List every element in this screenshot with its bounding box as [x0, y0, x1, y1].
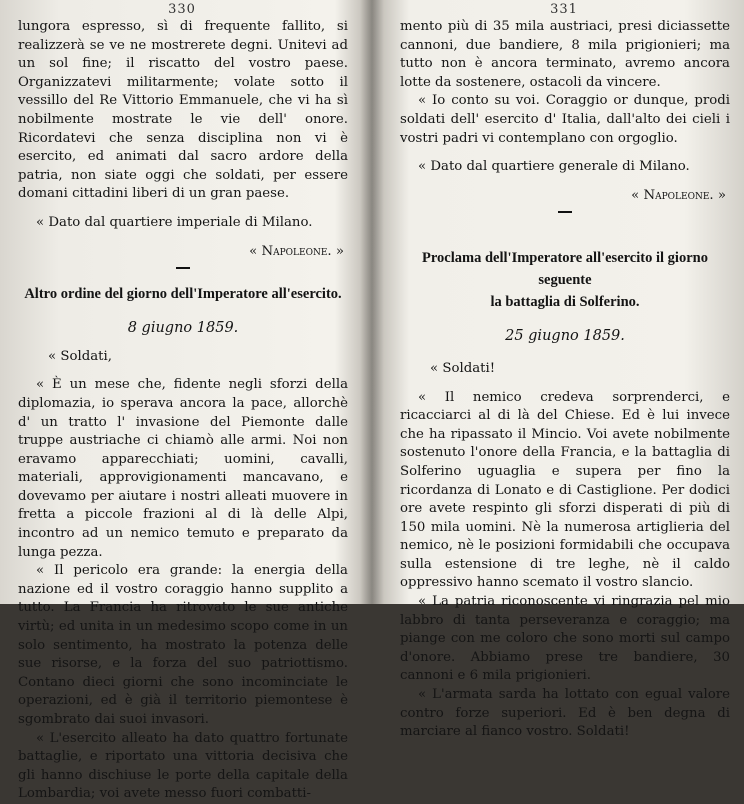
page-number-left: 330 [168, 2, 196, 17]
right-separator [558, 211, 572, 213]
left-page-body [18, 18, 348, 804]
right-signature: « Napoleone. » [631, 187, 726, 203]
right-paragraph-2: « Io conto su voi. Coraggio or dunque, prodi soldati dell' esercito d' Italia, dall'alto dei cieli i vostri padri vi contemplano con orgoglio. [400, 93, 730, 146]
right-dateline: « Dato dal quartiere generale di Milano. [418, 159, 690, 175]
right-paragraph-3: « Il nemico credeva sorprenderci, e ricacciarci al di là del Chiese. Ed è lui invece che ha ripassato il Mincio. Voi avete nobilmente sostenuto l'onore della Francia, e la battaglia di Solferino uguaglia e supera per fino la ricordanza di Lonato e di Castiglione. Per dodici ore avete respinto gli sforzi disperati di più di 150 mila uomini. Nè la numerosa artiglieria del nemico, nè le posizioni formidabili che occupava sulla estensione di tre leghe, nè il caldo oppressivo hanno scemato il vostro slancio. [400, 389, 730, 591]
book-gutter [360, 0, 384, 604]
right-date: 25 giugno 1859. [505, 328, 625, 345]
left-separator [176, 267, 190, 269]
page-number-right: 331 [550, 2, 578, 17]
left-paragraph-2: « È un mese che, fidente negli sforzi della diplomazia, io sperava ancora la pace, allorchè d' un tratto l' invasione del Piemonte dalle truppe austriache ci chiamò alle armi. Noi non eravamo apparecchiati; uomini, cavalli, materiali, approvigionamenti mancavano, e dovevamo per aiutare i nostri alleati muovere in fretta a piccole frazioni al di là delle Alpi, incontro ad un nemico temuto e preparato da lunga pezza. [18, 377, 348, 560]
right-page [388, 0, 740, 740]
left-paragraph-1: lungora espresso, sì di frequente fallito, si realizzerà se ve ne mostrerete degni. Unitevi ad un sol fine; il riscatto del vostro paese. Organizzatevi militarmente; volate sotto il vessillo del Re Vittorio Emmanuele, che vi ha sì nobilmente mostrate le vie dell' onore. Ricordatevi che senza disciplina non vi è esercito, ed animati dal sacro ardore della patria, non siate oggi che soldati, per essere domani cittadini liberi di un gran paese. [18, 19, 348, 202]
left-page [6, 0, 358, 802]
left-salutation: « Soldati, [48, 348, 112, 364]
left-dateline: « Dato dal quartiere imperiale di Milano. [36, 214, 313, 230]
right-heading-line-2: la battaglia di Solferino. [490, 294, 640, 311]
left-date: 8 giugno 1859. [127, 320, 239, 337]
left-heading: Altro ordine del giorno dell'Imperatore all'esercito. [24, 286, 342, 303]
left-paragraph-4: « L'esercito alleato ha dato quattro fortunate battaglie, e riportato una vittoria decisiva che gli hanno dischiuse le porte della capitale della Lombardia; voi avete messo fuori combatti- [18, 730, 348, 802]
right-paragraph-4: « La patria riconoscente vi ringrazia pel mio labbro di tanta perseveranza e coraggio; ma piange con me coloro che sono morti sul campo d'onore. Abbiamo prese tre bandiere, 30 cannoni e 6 mila prigionieri. [400, 594, 730, 684]
right-paragraph-5: « L'armata sarda ha lottato con egual valore contro forze superiori. Ed è ben degna di marciare al fianco vostro. Soldati! [400, 687, 730, 740]
right-salutation: « Soldati! [430, 360, 496, 376]
right-heading-line-1: Proclama dell'Imperatore all'esercito il giorno seguente [422, 250, 708, 289]
right-page-body [400, 18, 730, 742]
left-signature: « Napoleone. » [249, 243, 344, 259]
left-paragraph-3: « Il pericolo era grande: la energia della nazione ed il vostro coraggio hanno supplito a tutto. La Francia ha ritrovato le sue antiche virtù; ed unita in un medesimo scopo come in un solo sentimento, ha mostrato la potenza delle sue risorse, e la forza del suo patriottismo. Contano dieci giorni che sono incominciate le operazioni, ed è già il territorio piemontese è sgombrato dai suoi invasori. [18, 563, 348, 727]
right-paragraph-1: mento più di 35 mila austriaci, presi diciassette cannoni, due bandiere, 8 mila prigionieri; ma tutto non è ancora terminato, avremo ancora lotte da sostenere, ostacoli da vincere. [400, 19, 730, 90]
